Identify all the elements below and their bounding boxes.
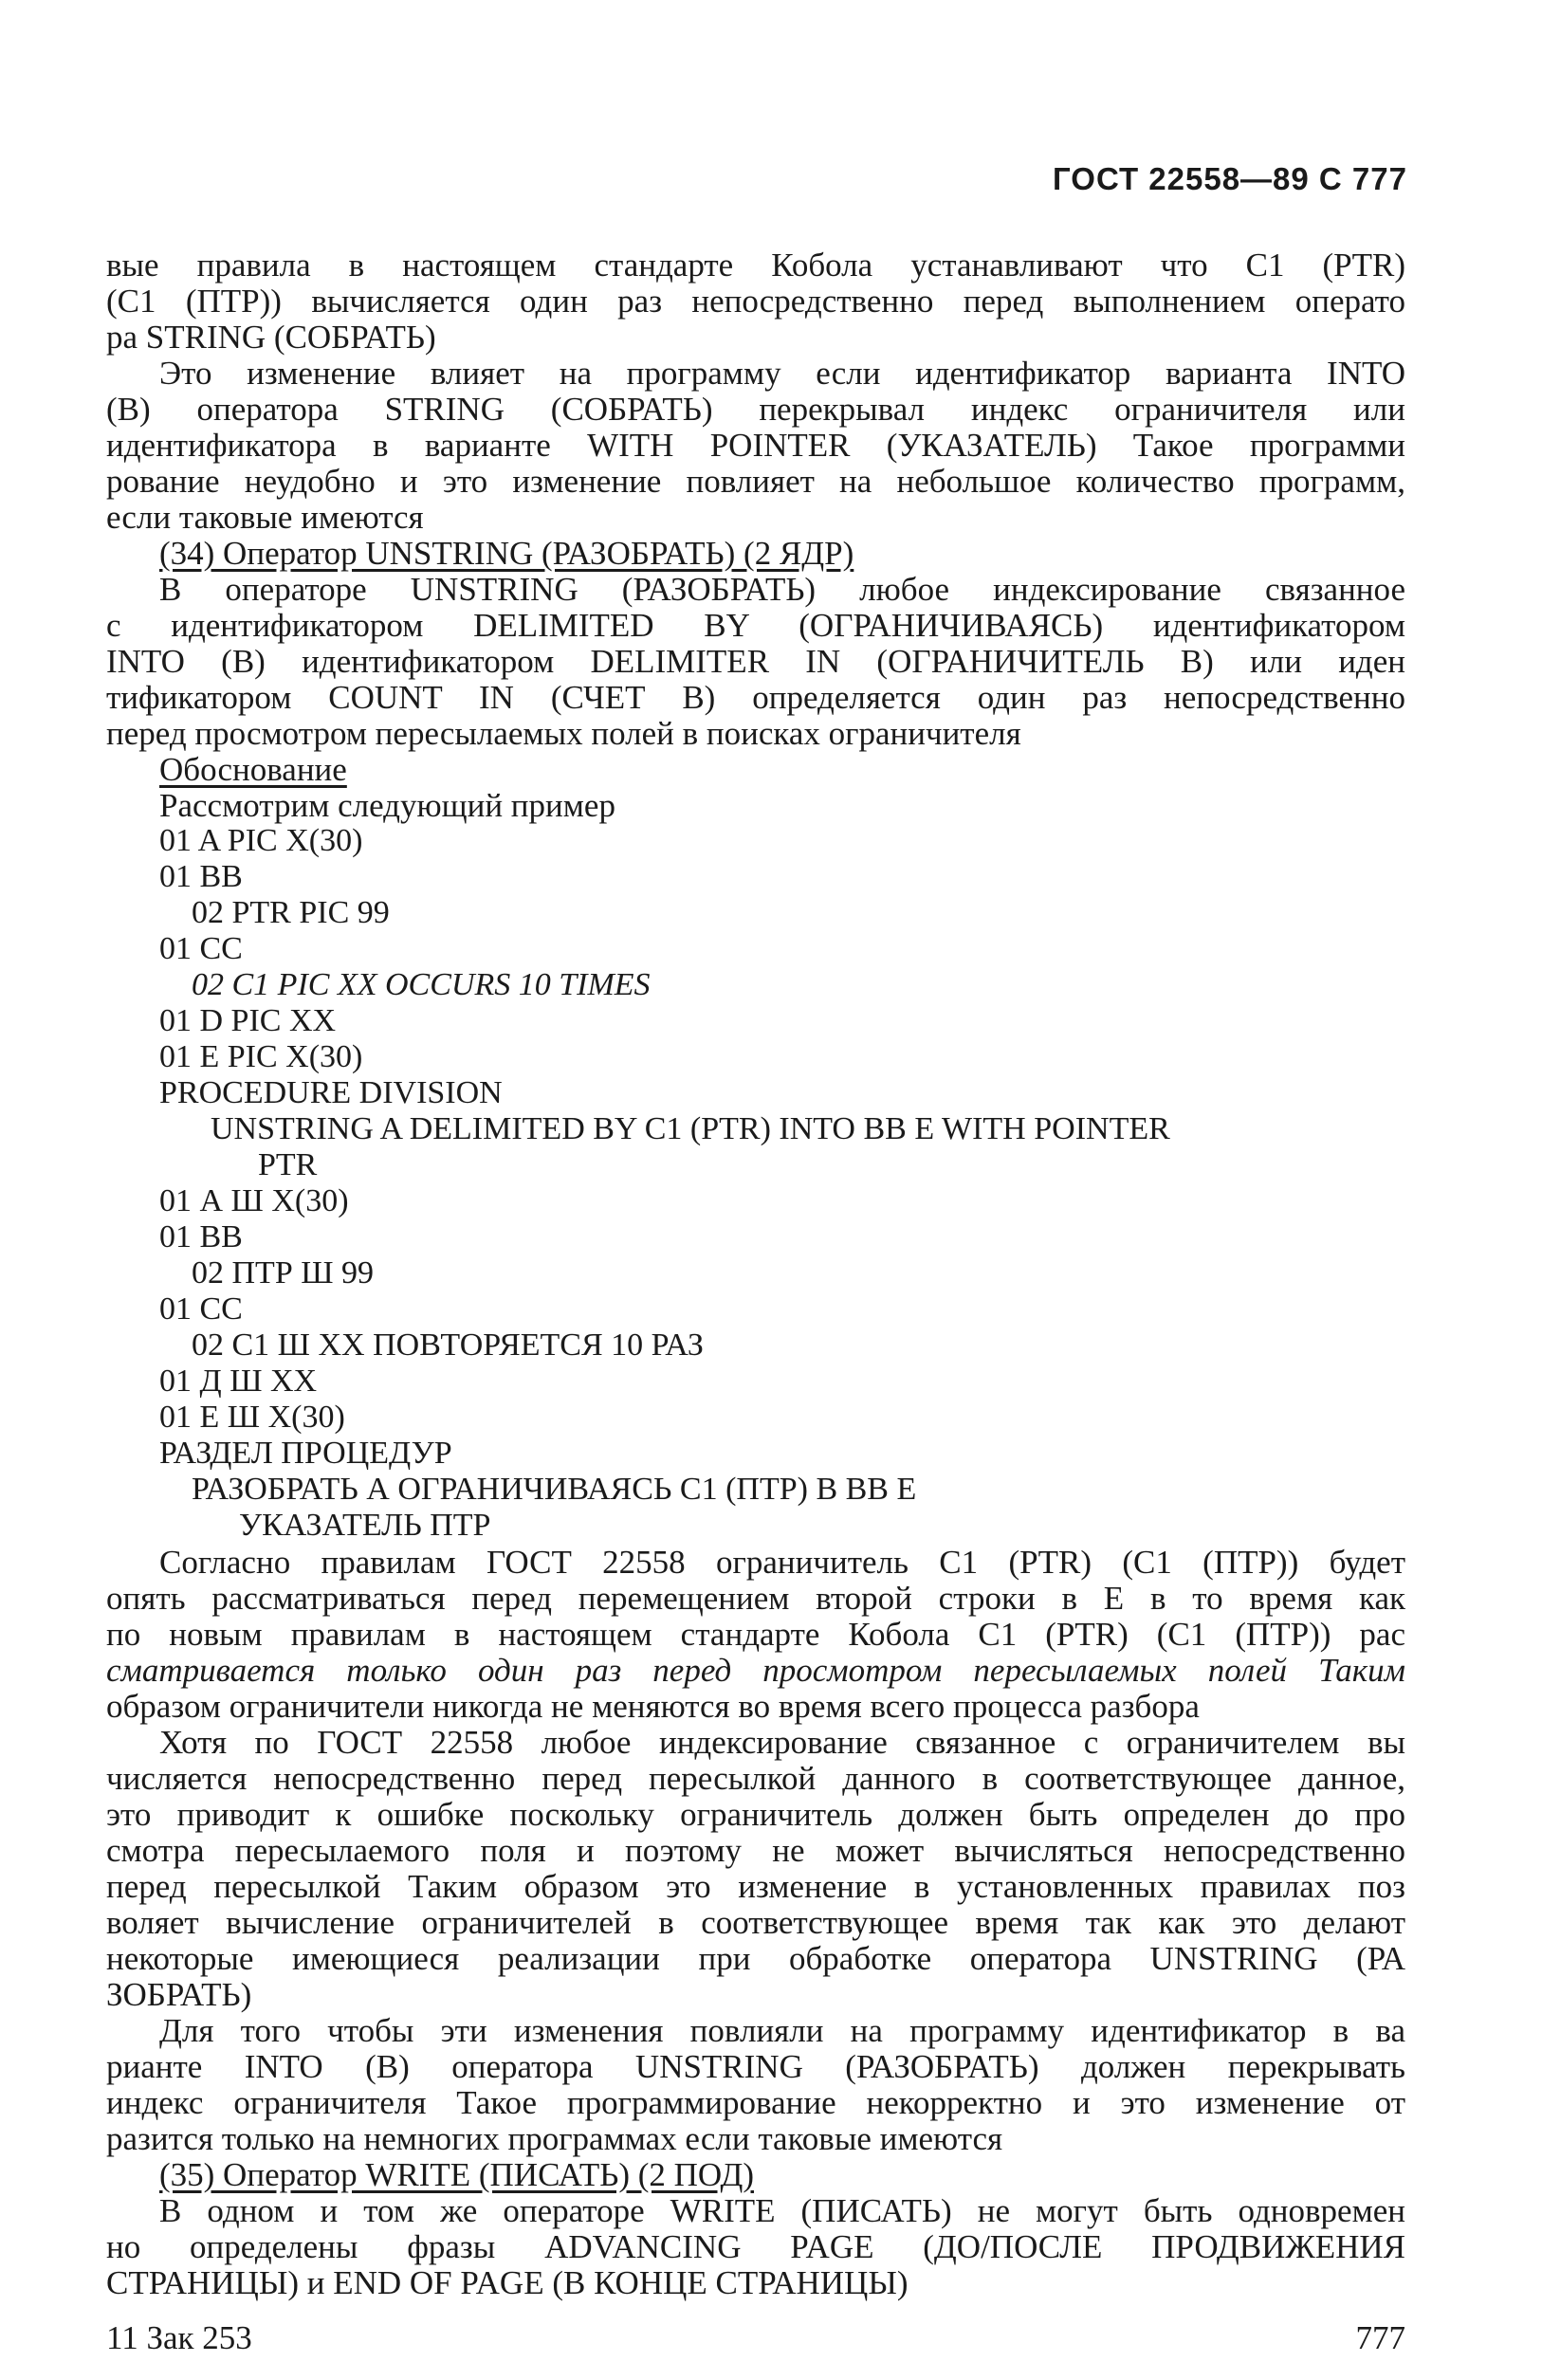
- code-line: 01 CC: [159, 931, 243, 966]
- text-line: Согласно правилам ГОСТ 22558 ограничитель C1 (PTR) (C1 (ПТР)) будет: [159, 1544, 1405, 1581]
- text-line: сматривается только один раз перед просмотром пересылаемых полей Таким: [106, 1652, 1405, 1689]
- text-line: СТРАНИЦЫ) и END OF PAGE (В КОНЦЕ СТРАНИЦЫ): [106, 2264, 909, 2301]
- text-line: смотра пересылаемого поля и поэтому не может вычисляться непосредственно: [106, 1832, 1405, 1869]
- text-line: с идентификатором DELIMITED BY (ОГРАНИЧИВАЯСЬ) идентификатором: [106, 607, 1405, 644]
- code-line: PROCEDURE DIVISION: [159, 1075, 503, 1110]
- text-line: воляет вычисление ограничителей в соответствующее время так как это делают: [106, 1904, 1405, 1941]
- page-number: 777: [1355, 2319, 1405, 2356]
- text-line: Это изменение влияет на программу если идентификатор варианта INTO: [159, 355, 1405, 392]
- code-line: 02 PTR PIC 99: [192, 895, 390, 930]
- code-line: PTR: [258, 1147, 318, 1182]
- text-line: индекс ограничителя Такое программирование некорректно и это изменение от: [106, 2084, 1405, 2121]
- code-line: 02 C1 PIC XX OCCURS 10 TIMES: [192, 967, 651, 1002]
- text-line: образом ограничители никогда не меняются во время всего процесса разбора: [106, 1688, 1200, 1725]
- text-line: опять рассматриваться перед перемещением второй строки в E в то время как: [106, 1580, 1405, 1617]
- code-line: 01 А Ш X(30): [159, 1183, 349, 1218]
- code-line: 01 BB: [159, 859, 243, 894]
- text-line: Рассмотрим следующий пример: [159, 787, 615, 824]
- text-line: перед просмотром пересылаемых полей в поисках ограничителя: [106, 715, 1021, 752]
- text-line: разится только на немногих программах если таковые имеются: [106, 2120, 1003, 2157]
- text-line: перед пересылкой Таким образом это изменение в установленных правилах поз: [106, 1868, 1405, 1905]
- code-line: РАЗОБРАТЬ А ОГРАНИЧИВАЯСЬ C1 (ПТР) В BB E: [192, 1472, 917, 1507]
- code-line: UNSTRING A DELIMITED BY C1 (PTR) INTO BB E WITH POINTER: [211, 1111, 1170, 1146]
- text-line: вые правила в настоящем стандарте Кобола устанавливают что C1 (PTR): [106, 247, 1405, 284]
- text-line: В одном и том же операторе WRITE (ПИСАТЬ) не могут быть одновремен: [159, 2192, 1405, 2229]
- code-line: 01 A PIC X(30): [159, 823, 363, 858]
- subheading: Обоснование: [159, 751, 347, 788]
- code-line: 02 C1 Ш XX ПОВТОРЯЕТСЯ 10 РАЗ: [192, 1327, 704, 1363]
- text-line: Хотя по ГОСТ 22558 любое индексирование связанное с ограничителем вы: [159, 1724, 1405, 1761]
- code-line: УКАЗАТЕЛЬ ПТР: [239, 1508, 491, 1543]
- code-line: 01 CC: [159, 1291, 243, 1327]
- text-line: это приводит к ошибке поскольку ограничитель должен быть определен до про: [106, 1796, 1405, 1833]
- code-line: 01 Е Ш X(30): [159, 1400, 345, 1435]
- text-line: числяется непосредственно перед пересылкой данного в соответствующее данное,: [106, 1760, 1405, 1797]
- code-line: РАЗДЕЛ ПРОЦЕДУР: [159, 1436, 452, 1471]
- code-line: 01 BB: [159, 1219, 243, 1254]
- text-line: ра STRING (СОБРАТЬ): [106, 319, 436, 356]
- text-line: Для того чтобы эти изменения повлияли на программу идентификатор в ва: [159, 2012, 1405, 2049]
- code-line: 01 D PIC XX: [159, 1003, 337, 1038]
- text-line: (C1 (ПТР)) вычисляется один раз непосредственно перед выполнением операто: [106, 283, 1405, 320]
- text-line: рианте INTO (B) оператора UNSTRING (РАЗОБРАТЬ) должен перекрывать: [106, 2048, 1405, 2085]
- section-heading: (34) Оператор UNSTRING (РАЗОБРАТЬ) (2 ЯДР): [159, 535, 854, 572]
- text-line: В операторе UNSTRING (РАЗОБРАТЬ) любое индексирование связанное: [159, 571, 1405, 608]
- text-line: но определены фразы ADVANCING PAGE (ДО/ПОСЛЕ ПРОДВИЖЕНИЯ: [106, 2228, 1405, 2265]
- text-line: если таковые имеются: [106, 499, 424, 536]
- text-line: (B) оператора STRING (СОБРАТЬ) перекрывал индекс ограничителя или: [106, 391, 1405, 428]
- text-line: тификатором COUNT IN (СЧЕТ В) определяется один раз непосредственно: [106, 679, 1405, 716]
- code-line: 02 ПТР Ш 99: [192, 1255, 375, 1291]
- code-line: 01 Д Ш XX: [159, 1364, 318, 1399]
- page-header: ГОСТ 22558—89 С 777: [1053, 161, 1407, 196]
- section-heading: (35) Оператор WRITE (ПИСАТЬ) (2 ПОД): [159, 2156, 754, 2193]
- text-line: рование неудобно и это изменение повлияет на небольшое количество программ,: [106, 463, 1405, 500]
- text-line: идентификатора в варианте WITH POINTER (УКАЗАТЕЛЬ) Такое программи: [106, 427, 1405, 464]
- code-line: 01 E PIC X(30): [159, 1039, 363, 1074]
- text-line: некоторые имеющиеся реализации при обработке оператора UNSTRING (РА: [106, 1940, 1405, 1977]
- text-line: INTO (B) идентификатором DELIMITER IN (ОГРАНИЧИТЕЛЬ В) или иден: [106, 643, 1405, 680]
- text-line: ЗОБРАТЬ): [106, 1976, 252, 2013]
- text-line: по новым правилам в настоящем стандарте Кобола C1 (PTR) (C1 (ПТР)) рас: [106, 1616, 1405, 1653]
- footer-order-number: 11 Зак 253: [106, 2319, 252, 2356]
